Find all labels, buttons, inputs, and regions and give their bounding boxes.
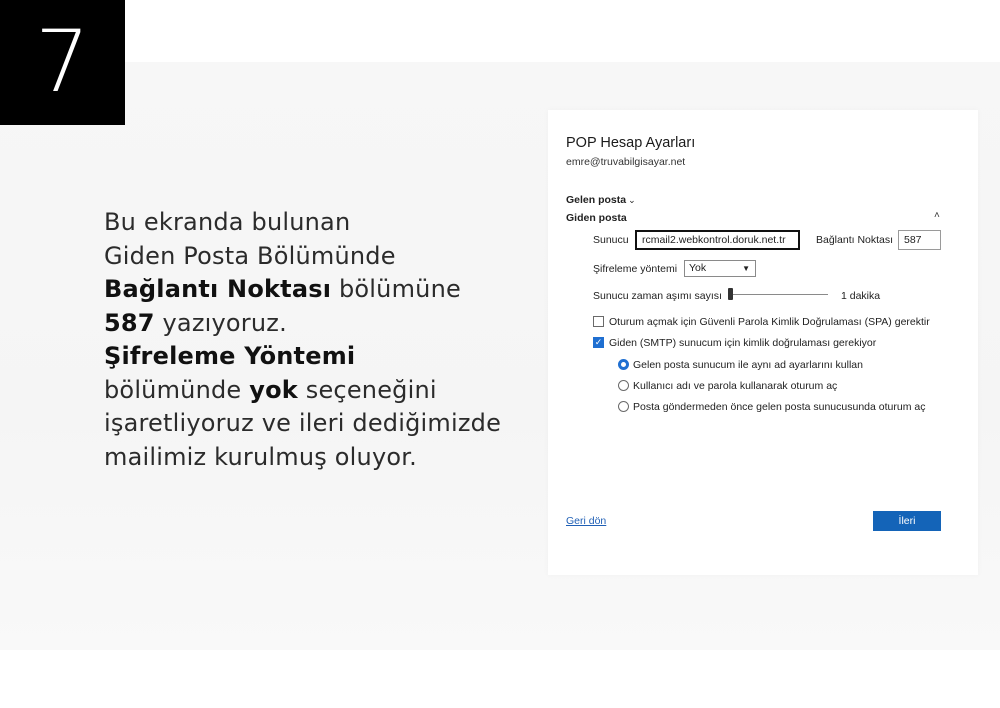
timeout-slider-thumb[interactable]	[728, 288, 733, 300]
dropdown-arrow-icon: ▼	[742, 264, 750, 273]
pop-account-settings-dialog	[548, 110, 978, 575]
instruction-line: mailimiz kurulmuş oluyor.	[104, 442, 417, 471]
spa-checkbox[interactable]	[593, 316, 604, 327]
timeout-label: Sunucu zaman aşımı sayısı	[593, 290, 722, 302]
instruction-text	[104, 206, 544, 474]
outgoing-mail-section-header: Giden posta	[566, 212, 627, 224]
instruction-line: Şifreleme Yöntemi	[104, 342, 356, 370]
auth-option-label: Kullanıcı adı ve parola kullanarak oturum aç	[633, 380, 838, 392]
auth-option-label: Gelen posta sunucum ile aynı ad ayarlarını kullan	[633, 359, 863, 371]
encryption-select[interactable]	[684, 260, 756, 277]
auth-option-label: Posta göndermeden önce gelen posta sunucusunda oturum aç	[633, 401, 926, 413]
instruction-line: Giden Posta Bölümünde	[104, 241, 396, 270]
auth-option-radio[interactable]	[618, 359, 629, 370]
instruction-line: işaretliyoruz ve ileri dediğimizde	[104, 409, 502, 437]
port-input[interactable]: 587	[898, 230, 941, 250]
encryption-label: Şifreleme yöntemi	[593, 263, 678, 275]
auth-option-radio[interactable]	[618, 401, 629, 412]
back-link[interactable]: Geri dön	[566, 515, 607, 527]
step-number-badge: 7	[0, 0, 125, 125]
server-input[interactable]: rcmail2.webkontrol.doruk.net.tr	[635, 230, 800, 250]
dialog-title: POP Hesap Ayarları	[566, 135, 696, 151]
smtp-auth-checkbox-label: Giden (SMTP) sunucum için kimlik doğrulaması gerekiyor	[609, 337, 877, 349]
instruction-line: Bağlantı Noktası bölümüne	[104, 275, 461, 303]
server-label: Sunucu	[593, 234, 629, 246]
incoming-mail-section-toggle[interactable]: Gelen posta ⌄	[566, 194, 636, 206]
timeout-value: 1 dakika	[841, 290, 881, 302]
spa-checkbox-label: Oturum açmak için Güvenli Parola Kimlik Doğrulaması (SPA) gerektir	[609, 316, 930, 328]
account-email: emre@truvabilgisayar.net	[566, 156, 686, 168]
encryption-selected-value: Yok	[689, 262, 707, 274]
instruction-line: bölümünde yok seçeneğini	[104, 375, 437, 404]
chevron-down-icon: ⌄	[628, 195, 636, 205]
timeout-slider-track[interactable]	[728, 294, 828, 295]
chevron-up-icon[interactable]: ˄	[934, 210, 940, 221]
instruction-line: 587 yazıyoruz.	[104, 308, 287, 337]
port-label: Bağlantı Noktası	[816, 234, 894, 246]
smtp-auth-checkbox[interactable]: ✓	[594, 337, 603, 347]
auth-option-radio[interactable]	[618, 380, 629, 391]
instruction-line: Bu ekranda bulunan	[104, 208, 351, 236]
next-button[interactable]: İleri	[873, 511, 941, 531]
